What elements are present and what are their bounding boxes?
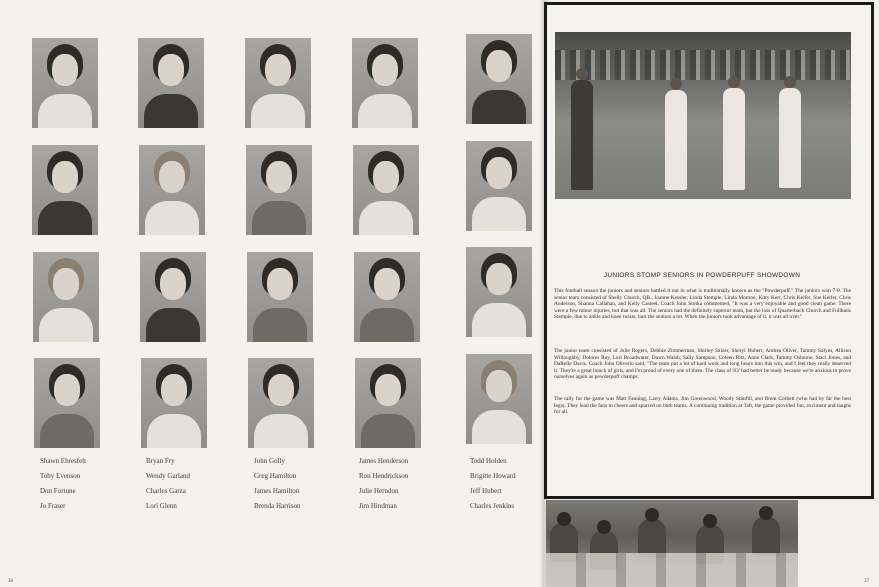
portrait-photo [355, 358, 421, 448]
portrait-photo [34, 358, 100, 448]
student-name: Julie Herndon [359, 487, 399, 495]
student-name: Jo Fraser [40, 502, 66, 510]
desk-row [546, 553, 798, 587]
portrait-photo [245, 38, 311, 128]
student-name: Ron Hendrickson [359, 472, 409, 480]
article-headline: JUNIORS STOMP SENIORS IN POWDERPUFF SHOWDOWN [603, 272, 801, 279]
portrait-photo [466, 141, 532, 231]
portrait-photo [248, 358, 314, 448]
student-name: Brigitte Howard [470, 472, 516, 480]
name-column [470, 454, 516, 514]
portrait-photo [138, 38, 204, 128]
student-name: Charles Jenkins [470, 502, 515, 510]
student-name: John Golly [254, 457, 285, 465]
student-name: Brenda Harrison [254, 502, 301, 510]
portrait-photo [32, 145, 98, 235]
student-name: Wendy Garland [146, 472, 190, 480]
student-name: Shawn Ehresfelt [40, 457, 87, 465]
student-name: Greg Hamilton [254, 472, 297, 480]
student-name: James Henderson [359, 457, 409, 465]
powderpuff-photo [555, 32, 851, 199]
portrait-photo [33, 252, 99, 342]
coach-figure [571, 80, 593, 190]
student-name: Bryan Fry [146, 457, 175, 465]
classroom-photo [546, 500, 798, 587]
portrait-photo [353, 145, 419, 235]
name-column [359, 454, 408, 514]
article-paragraph: The rally for the game was Matt Fanning, Larry Adams, Jim Greenwood, Woody Stanfill, and Brent Corbett (who had by far the best legs). They lead the fans in cheers and spurred on both teams. A continuing tradition at Taft, the game provided fun, exciment and laughs for all. [554, 396, 851, 416]
name-column [146, 454, 190, 514]
cheerleader-figure [779, 88, 801, 188]
portrait-photo [352, 38, 418, 128]
student-name: Charles Garza [146, 487, 186, 495]
student-name: Jim Hindman [359, 502, 397, 510]
page-number-left: 36 [8, 579, 13, 584]
portrait-photo [247, 252, 313, 342]
student-figure [638, 518, 666, 558]
article-paragraph: The junior team consisted of Julie Rogers, Debbie Zimmerman, Shirley Salzer, Sheryl Hubert, Andrea Oliver, Tammy Salyes, Allison Willoughby, Dolores Ray, Lori Broadwater, Dawn Walsh, Sally Sampson, Coleen Ritz, Anne Clark, Tammy Osborne, Staci Jones, and DaRelle Davis. Coach John Oliverio said, "The team put a lot of hard work and long hours into this win, and I feel they really deserved it. They're a great bunch of girls, and I'm proud of every one of them. The class of '83' had better be ready because we're anxious to prove ourselves again as powderpuff champs. [554, 348, 851, 381]
portrait-photo [32, 38, 98, 128]
name-column [40, 454, 86, 514]
student-name: Lori Glenn [146, 502, 177, 510]
article-paragraph: This football season the juniors and seniors battled it out in what is traditionally known as the "Powderpuff." The juniors won 7-0. The senior team consisted of Shelly Church, QB., Joanne Kessler, Linda Stemple, Linda Monroe, Kitty Kerr, Chris Keifer, Sue Keifer, Chris Anderson, Shanna Callahan, and Kelly Casteel. Coach John Stotka commented, "It was a very enjoyable and good clean game. There were a few minor injuries, but that was all. The seniors had the definitely superior team, but the loss of Quarterback Church and Fullback Stemple, due to ankle and knee twists, hurt the seniors a lot. When the juniors took advantage of it, it was all over." [554, 288, 851, 321]
portrait-photo [354, 252, 420, 342]
student-name: Don Fortune [40, 487, 76, 495]
student-name: Jeff Hubert [470, 487, 502, 495]
student-name: James Hamilton [254, 487, 300, 495]
portrait-photo [246, 145, 312, 235]
portrait-photo [466, 34, 532, 124]
portrait-photo [140, 252, 206, 342]
cheerleader-figure [665, 90, 687, 190]
portrait-photo [466, 247, 532, 337]
name-column [254, 454, 300, 514]
student-figure [752, 516, 780, 556]
portrait-photo [139, 145, 205, 235]
portrait-photo [141, 358, 207, 448]
student-name: Todd Holden [470, 457, 507, 465]
page-number-right: 37 [864, 579, 869, 584]
student-name: Toby Evenson [40, 472, 81, 480]
portrait-photo [466, 354, 532, 444]
cheerleader-figure [723, 88, 745, 190]
crowd-background [555, 50, 851, 80]
